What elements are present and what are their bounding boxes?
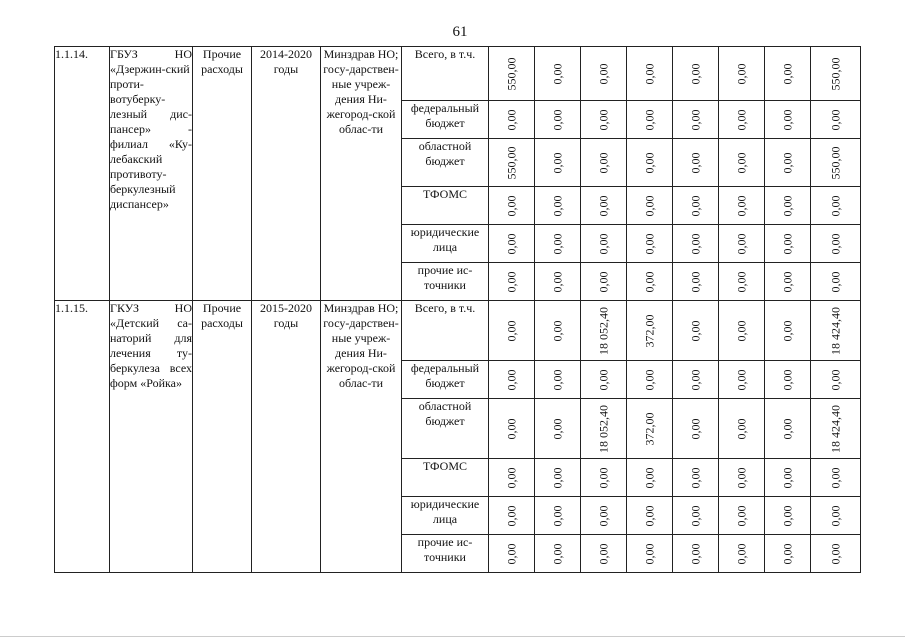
funding-value-cell — [765, 459, 811, 497]
funding-value: 0,00 — [828, 195, 842, 216]
funding-value: 0,00 — [688, 195, 702, 216]
funding-value: 0,00 — [550, 467, 564, 488]
funding-value-cell — [719, 101, 765, 139]
funding-value-cell — [811, 497, 861, 535]
funding-value-cell — [581, 459, 627, 497]
funding-value: 0,00 — [550, 543, 564, 564]
funding-value: 0,00 — [780, 63, 794, 84]
funding-value-cell — [811, 535, 861, 573]
funding-value: 0,00 — [596, 271, 610, 292]
funding-value: 0,00 — [780, 152, 794, 173]
funding-source-label: ТФОМС — [402, 187, 489, 225]
funding-value-cell — [627, 139, 673, 187]
funding-value: 0,00 — [780, 418, 794, 439]
funding-value: 0,00 — [504, 369, 518, 390]
funding-value: 0,00 — [828, 369, 842, 390]
funding-value: 18 424,40 — [828, 404, 842, 453]
funding-source-label: областной бюджет — [402, 139, 489, 187]
funding-value: 0,00 — [550, 195, 564, 216]
funding-value-cell — [719, 535, 765, 573]
funding-value-cell — [811, 47, 861, 101]
funding-value: 0,00 — [550, 369, 564, 390]
funding-value: 0,00 — [780, 195, 794, 216]
funding-value-cell — [581, 301, 627, 361]
funding-value-cell — [673, 497, 719, 535]
funding-value-cell — [765, 399, 811, 459]
funding-value: 0,00 — [828, 271, 842, 292]
funding-value: 0,00 — [550, 63, 564, 84]
funding-value: 0,00 — [642, 505, 656, 526]
funding-value: 0,00 — [642, 467, 656, 488]
funding-value: 0,00 — [504, 233, 518, 254]
funding-source-label: юридические лица — [402, 497, 489, 535]
funding-value-cell — [719, 399, 765, 459]
funding-value: 0,00 — [596, 152, 610, 173]
funding-value: 372,00 — [642, 412, 656, 445]
funding-value: 550,00 — [828, 57, 842, 90]
funding-value-cell — [535, 301, 581, 361]
funding-value-cell — [673, 47, 719, 101]
funding-value-cell — [581, 187, 627, 225]
funding-value-cell — [627, 399, 673, 459]
funding-value-cell — [719, 225, 765, 263]
item-number: 1.1.15. — [55, 301, 110, 573]
funding-value-cell — [627, 263, 673, 301]
funding-value-cell — [489, 535, 535, 573]
funding-value-cell — [811, 225, 861, 263]
funding-value-cell — [811, 263, 861, 301]
funding-value-cell — [581, 263, 627, 301]
executor: Минздрав НО; госу-дарствен-ные учреж-дения Ни-жегород-ской облас-ти — [321, 47, 402, 301]
funding-value-cell — [535, 399, 581, 459]
funding-value-cell — [489, 361, 535, 399]
scan-artifact — [0, 636, 905, 637]
funding-value-cell — [673, 187, 719, 225]
funding-value-cell — [627, 101, 673, 139]
funding-value-cell — [489, 47, 535, 101]
funding-value: 0,00 — [734, 369, 748, 390]
funding-value: 0,00 — [596, 369, 610, 390]
table-row — [55, 47, 861, 101]
funding-source-label: федеральный бюджет — [402, 361, 489, 399]
funding-value: 0,00 — [780, 505, 794, 526]
funding-value: 0,00 — [504, 320, 518, 341]
expense-type: Прочие расходы — [193, 301, 252, 573]
funding-value-cell — [673, 399, 719, 459]
funding-value-cell — [765, 187, 811, 225]
funding-value: 0,00 — [596, 467, 610, 488]
funding-value-cell — [811, 139, 861, 187]
funding-value: 0,00 — [504, 418, 518, 439]
funding-value-cell — [489, 263, 535, 301]
funding-value-cell — [811, 459, 861, 497]
funding-value: 0,00 — [828, 233, 842, 254]
funding-value-cell — [627, 459, 673, 497]
funding-value: 0,00 — [642, 369, 656, 390]
funding-value-cell — [811, 399, 861, 459]
funding-value-cell — [811, 301, 861, 361]
funding-value: 372,00 — [642, 314, 656, 347]
funding-value-cell — [581, 399, 627, 459]
funding-value: 0,00 — [734, 195, 748, 216]
funding-value: 0,00 — [550, 233, 564, 254]
funding-value: 0,00 — [828, 543, 842, 564]
funding-value: 18 052,40 — [596, 404, 610, 453]
funding-value: 0,00 — [688, 418, 702, 439]
funding-value: 0,00 — [550, 320, 564, 341]
funding-value: 0,00 — [504, 543, 518, 564]
funding-value-cell — [627, 225, 673, 263]
budget-table — [54, 46, 861, 573]
funding-value: 0,00 — [550, 418, 564, 439]
funding-source-label: ТФОМС — [402, 459, 489, 497]
funding-value: 0,00 — [550, 152, 564, 173]
funding-value-cell — [765, 139, 811, 187]
funding-value: 0,00 — [642, 543, 656, 564]
table-row — [55, 301, 861, 361]
period-years: 2014-2020 годы — [252, 47, 321, 301]
funding-value: 0,00 — [504, 195, 518, 216]
funding-value-cell — [535, 225, 581, 263]
funding-value-cell — [489, 139, 535, 187]
funding-value: 0,00 — [596, 63, 610, 84]
funding-value: 0,00 — [688, 152, 702, 173]
funding-value-cell — [811, 101, 861, 139]
funding-value: 0,00 — [828, 109, 842, 130]
funding-value-cell — [581, 535, 627, 573]
funding-value: 0,00 — [734, 109, 748, 130]
expense-type: Прочие расходы — [193, 47, 252, 301]
funding-value: 0,00 — [780, 543, 794, 564]
period-years: 2015-2020 годы — [252, 301, 321, 573]
funding-value-cell — [535, 101, 581, 139]
funding-value-cell — [673, 101, 719, 139]
funding-value: 0,00 — [688, 505, 702, 526]
funding-value-cell — [765, 535, 811, 573]
funding-value: 0,00 — [642, 195, 656, 216]
funding-value-cell — [489, 225, 535, 263]
funding-value: 0,00 — [596, 543, 610, 564]
funding-value: 0,00 — [828, 467, 842, 488]
funding-value-cell — [765, 361, 811, 399]
funding-value-cell — [489, 497, 535, 535]
funding-value: 0,00 — [642, 271, 656, 292]
funding-value-cell — [719, 47, 765, 101]
funding-source-label: Всего, в т.ч. — [402, 301, 489, 361]
funding-value: 18 052,40 — [596, 306, 610, 355]
funding-value-cell — [535, 361, 581, 399]
funding-value-cell — [581, 47, 627, 101]
funding-value: 0,00 — [688, 233, 702, 254]
funding-source-label: федеральный бюджет — [402, 101, 489, 139]
funding-value-cell — [719, 361, 765, 399]
funding-value: 0,00 — [642, 233, 656, 254]
funding-value-cell — [489, 459, 535, 497]
funding-value: 0,00 — [734, 543, 748, 564]
funding-value-cell — [673, 225, 719, 263]
funding-value-cell — [673, 459, 719, 497]
funding-value-cell — [719, 301, 765, 361]
funding-value-cell — [811, 187, 861, 225]
funding-value-cell — [581, 497, 627, 535]
funding-value: 0,00 — [688, 543, 702, 564]
funding-value: 0,00 — [688, 467, 702, 488]
funding-value-cell — [765, 301, 811, 361]
funding-value-cell — [489, 301, 535, 361]
funding-value: 0,00 — [780, 233, 794, 254]
funding-value-cell — [627, 535, 673, 573]
funding-value: 0,00 — [688, 320, 702, 341]
funding-value: 0,00 — [780, 320, 794, 341]
funding-value-cell — [673, 535, 719, 573]
funding-value-cell — [535, 535, 581, 573]
funding-value: 0,00 — [734, 418, 748, 439]
funding-value: 0,00 — [504, 109, 518, 130]
funding-value: 550,00 — [504, 146, 518, 179]
funding-value-cell — [489, 101, 535, 139]
funding-value-cell — [719, 497, 765, 535]
funding-source-label: областной бюджет — [402, 399, 489, 459]
funding-value-cell — [719, 139, 765, 187]
funding-value-cell — [673, 263, 719, 301]
funding-value-cell — [811, 361, 861, 399]
funding-value-cell — [581, 139, 627, 187]
funding-value: 0,00 — [780, 109, 794, 130]
funding-value: 0,00 — [504, 505, 518, 526]
item-name: ГБУЗ НО «Дзержин-ский проти-вотуберку-лезный дис-пансер» - филиал «Ку-лебакский противоту-беркулезный диспансер» — [110, 47, 193, 301]
funding-value-cell — [627, 301, 673, 361]
funding-value: 0,00 — [688, 63, 702, 84]
funding-value-cell — [719, 263, 765, 301]
funding-value-cell — [673, 361, 719, 399]
funding-value-cell — [627, 497, 673, 535]
funding-value: 0,00 — [688, 109, 702, 130]
funding-value-cell — [627, 47, 673, 101]
item-number: 1.1.14. — [55, 47, 110, 301]
funding-value-cell — [535, 139, 581, 187]
funding-source-label: Всего, в т.ч. — [402, 47, 489, 101]
page-number: 61 — [452, 24, 468, 40]
funding-value-cell — [489, 187, 535, 225]
funding-value: 0,00 — [734, 505, 748, 526]
funding-source-label: прочие ис-точники — [402, 263, 489, 301]
funding-value-cell — [581, 361, 627, 399]
funding-value-cell — [489, 399, 535, 459]
funding-value: 0,00 — [596, 505, 610, 526]
funding-value: 0,00 — [734, 320, 748, 341]
funding-value-cell — [535, 187, 581, 225]
funding-value-cell — [719, 187, 765, 225]
funding-value-cell — [765, 47, 811, 101]
funding-value: 0,00 — [596, 109, 610, 130]
funding-value-cell — [627, 361, 673, 399]
item-name: ГКУЗ НО «Детский са-наторий для лечения ту-беркулеза всех форм «Ройка» — [110, 301, 193, 573]
funding-value: 18 424,40 — [828, 306, 842, 355]
funding-value: 0,00 — [550, 505, 564, 526]
funding-value-cell — [581, 101, 627, 139]
funding-value: 0,00 — [504, 467, 518, 488]
funding-value: 0,00 — [596, 195, 610, 216]
funding-source-label: прочие ис-точники — [402, 535, 489, 573]
funding-value-cell — [535, 47, 581, 101]
funding-value-cell — [673, 301, 719, 361]
funding-value-cell — [765, 263, 811, 301]
funding-value-cell — [581, 225, 627, 263]
funding-value-cell — [765, 101, 811, 139]
funding-value: 550,00 — [504, 57, 518, 90]
funding-source-label: юридические лица — [402, 225, 489, 263]
funding-value: 0,00 — [780, 271, 794, 292]
funding-value-cell — [673, 139, 719, 187]
funding-value-cell — [535, 459, 581, 497]
funding-value: 0,00 — [734, 152, 748, 173]
funding-value-cell — [765, 225, 811, 263]
funding-value: 0,00 — [734, 233, 748, 254]
funding-value: 0,00 — [734, 271, 748, 292]
funding-value: 0,00 — [828, 505, 842, 526]
funding-value: 0,00 — [550, 109, 564, 130]
funding-value-cell — [719, 459, 765, 497]
executor: Минздрав НО; госу-дарствен-ные учреж-дения Ни-жегород-ской облас-ти — [321, 301, 402, 573]
funding-value: 0,00 — [734, 467, 748, 488]
funding-value: 0,00 — [734, 63, 748, 84]
funding-value: 0,00 — [780, 369, 794, 390]
funding-value: 0,00 — [688, 369, 702, 390]
funding-value: 0,00 — [780, 467, 794, 488]
funding-value-cell — [535, 497, 581, 535]
funding-value: 0,00 — [642, 109, 656, 130]
funding-value: 0,00 — [642, 63, 656, 84]
funding-value: 0,00 — [688, 271, 702, 292]
funding-value: 0,00 — [596, 233, 610, 254]
funding-value-cell — [535, 263, 581, 301]
funding-value: 0,00 — [642, 152, 656, 173]
funding-value-cell — [765, 497, 811, 535]
funding-value-cell — [627, 187, 673, 225]
funding-value: 550,00 — [828, 146, 842, 179]
funding-value: 0,00 — [550, 271, 564, 292]
funding-value: 0,00 — [504, 271, 518, 292]
